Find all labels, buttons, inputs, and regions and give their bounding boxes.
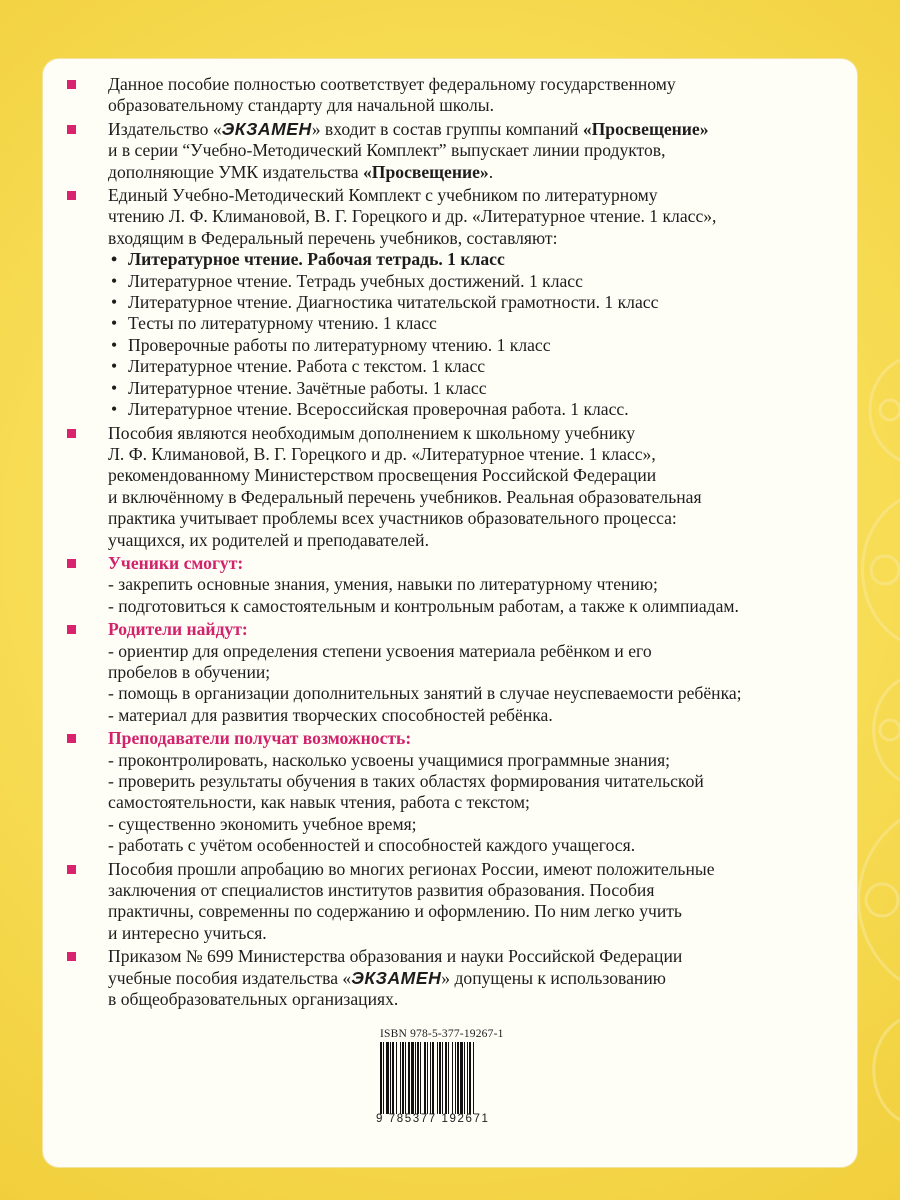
list-item: • Литературное чтение. Всероссийская проверочная работа. 1 класс. — [108, 399, 854, 420]
barcode-digits: 9 785377 192671 — [376, 1113, 490, 1125]
section-heading: Ученики смогут: — [108, 552, 244, 573]
square-bullet-icon — [67, 625, 76, 634]
square-bullet-icon — [67, 952, 76, 961]
square-bullet-icon — [67, 125, 76, 134]
paragraph-compliance: Данное пособие полностью соответствует федеральному государственному образовательному стандарту для начальной школы. — [64, 74, 854, 117]
brand-ekzamen: ЭКЗАМЕН — [351, 967, 442, 988]
section-heading: Преподаватели получат возможность: — [108, 728, 412, 749]
section-parents: Родители найдут: - ориентир для определения степени усвоения материала ребёнком и его пробелов в обучении; - помощь в организации дополнительных занятий в случае неуспеваемости ребёнка; - материал для развития творческих способностей ребёнка. — [64, 619, 854, 726]
section-teachers: Преподаватели получат возможность: - проконтролировать, насколько усвоены учащимися программные знания; - проверить результаты обучения в таких областях формирования читательской самостоятельности, как навык чтения, работа с текстом; - существенно экономить учебное время; - работать с учётом особенностей и способностей каждого учащегося. — [64, 728, 854, 856]
square-bullet-icon — [67, 80, 76, 89]
section-heading: Родители найдут: — [108, 619, 248, 640]
square-bullet-icon — [67, 734, 76, 743]
paragraph-umk-list: Единый Учебно-Методический Комплект с учебником по литературному чтению Л. Ф. Климановой, В. Г. Горецкого и др. «Литературное чтение. 1 класс», входящим в Федеральный перечень учебников, составляют: • Литературное чтение. Рабочая тетрадь. 1 класс • Литературное чтение. Тетрадь учебных достижений. 1 класс • Литературное чтение. Диагностика читательской грамотности. 1 класс • Тесты по литературному чтению. 1 класс • Проверочные работы по литературному чтению. 1 класс • Литературное чтение. Работа с текстом. 1 класс • Литературное чтение. Зачётные работы. 1 класс • Литературное чтение. Всероссийская проверочная работа. 1 класс. — [64, 185, 854, 420]
back-cover-text — [64, 74, 854, 1012]
isbn-label: ISBN 978-5-377-19267-1 — [380, 1028, 504, 1040]
list-item: • Тесты по литературному чтению. 1 класс — [108, 313, 854, 334]
section-students: Ученики смогут: - закрепить основные знания, умения, навыки по литературному чтению; - подготовиться к самостоятельным и контрольным работам, а также к олимпиадам. — [64, 553, 854, 617]
paragraph-supplement: Пособия являются необходимым дополнением к школьному учебнику Л. Ф. Климановой, В. Г. Горецкого и др. «Литературное чтение. 1 класс», рекомендованному Министерством просвещения Российской Федерации и включённому в Федеральный перечень учебников. Реальная образовательная практика учитывает проблемы всех участников образовательного процесса: учащихся, их родителей и преподавателей. — [64, 423, 854, 551]
list-item: • Литературное чтение. Тетрадь учебных достижений. 1 класс — [108, 271, 854, 292]
paragraph-order: Приказом № 699 Министерства образования и науки Российской Федерации учебные пособия издательства «ЭКЗАМЕН» допущены к использованию в общеобразовательных организациях. — [64, 946, 854, 1010]
square-bullet-icon — [67, 865, 76, 874]
paragraph-approbation: Пособия прошли апробацию во многих регионах России, имеют положительные заключения от специалистов институтов развития образования. Пособия практичны, современны по содержанию и оформлению. По ним легко учить и интересно учиться. — [64, 859, 854, 945]
brand-ekzamen: ЭКЗАМЕН — [221, 118, 312, 139]
list-item: • Литературное чтение. Работа с текстом. 1 класс — [108, 356, 854, 377]
paragraph-publisher: Издательство «ЭКЗАМЕН» входит в состав группы компаний «Просвещение» и в серии “Учебно-Методический Комплект” выпускает линии продуктов, дополняющие УМК издательства «Просвещение». — [64, 119, 854, 183]
barcode-image — [376, 1042, 508, 1114]
list-item: • Литературное чтение. Рабочая тетрадь. 1 класс — [108, 249, 854, 270]
isbn-barcode-block — [376, 1028, 512, 1132]
list-item: • Литературное чтение. Диагностика читательской грамотности. 1 класс — [108, 292, 854, 313]
list-item: • Литературное чтение. Зачётные работы. 1 класс — [108, 378, 854, 399]
square-bullet-icon — [67, 429, 76, 438]
square-bullet-icon — [67, 559, 76, 568]
list-item: • Проверочные работы по литературному чтению. 1 класс — [108, 335, 854, 356]
square-bullet-icon — [67, 191, 76, 200]
